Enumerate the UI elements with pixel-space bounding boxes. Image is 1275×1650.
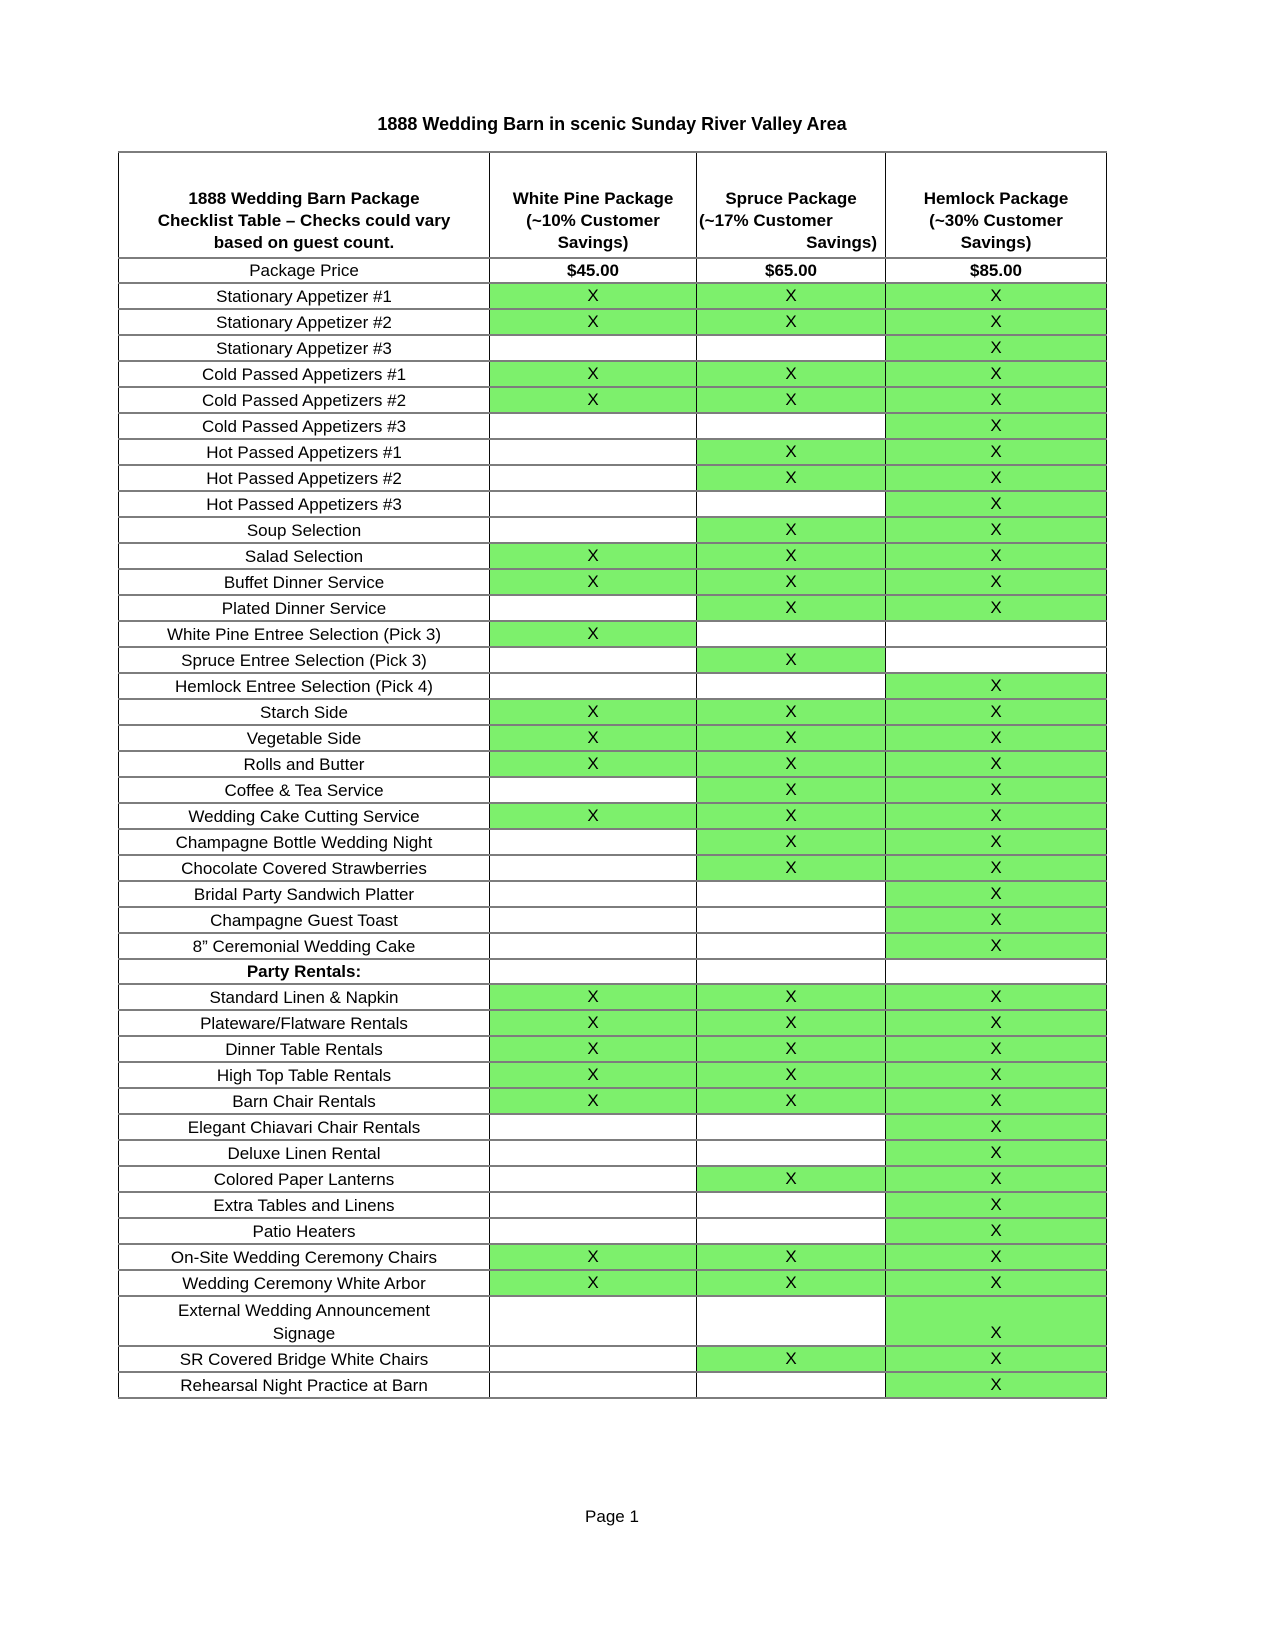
table-row [119,595,1107,621]
check-cell: X [697,1010,886,1036]
header-line: Spruce Package [725,189,857,208]
table-row [119,439,1107,465]
check-cell: X [490,984,697,1010]
table-row [119,387,1107,413]
table-row [119,1140,1107,1166]
table-row [119,1218,1107,1244]
header-line: 1888 Wedding Barn Package [188,189,420,208]
check-cell: X [886,1244,1107,1270]
row-label: Patio Heaters [119,1218,490,1244]
check-cell: X [886,1166,1107,1192]
table-row [119,1346,1107,1372]
check-cell: X [697,465,886,491]
check-cell: X [886,361,1107,387]
row-label: Colored Paper Lanterns [119,1166,490,1192]
check-cell: X [886,517,1107,543]
check-cell: X [697,1270,886,1296]
row-label: Stationary Appetizer #3 [119,335,490,361]
row-label: Deluxe Linen Rental [119,1140,490,1166]
empty-cell [490,1372,697,1398]
check-cell: X [886,465,1107,491]
check-cell: X [490,1010,697,1036]
header-checklist-column [119,152,490,258]
header-line: White Pine Package [512,189,674,208]
check-cell: X [886,803,1107,829]
check-cell: X [697,1166,886,1192]
table-row [119,361,1107,387]
check-cell: X [886,881,1107,907]
check-cell: X [490,569,697,595]
empty-cell [490,647,697,673]
empty-cell [490,1166,697,1192]
empty-cell [697,1140,886,1166]
row-label: Wedding Ceremony White Arbor [119,1270,490,1296]
empty-cell [490,1218,697,1244]
check-cell: X [886,439,1107,465]
row-label: Cold Passed Appetizers #2 [119,387,490,413]
empty-cell [490,855,697,881]
table-row [119,1166,1107,1192]
check-cell: X [886,777,1107,803]
check-cell: X [490,621,697,647]
row-label: Hemlock Entree Selection (Pick 4) [119,673,490,699]
header-line: Hemlock Package [923,189,1069,208]
check-cell: X [886,1372,1107,1398]
row-label: Soup Selection [119,517,490,543]
row-label: Hot Passed Appetizers #1 [119,439,490,465]
empty-cell [697,1114,886,1140]
table-row [119,881,1107,907]
header-line: (~10% Customer [526,211,660,230]
check-cell: X [697,361,886,387]
table-row [119,933,1107,959]
row-label: Plated Dinner Service [119,595,490,621]
check-cell: X [697,855,886,881]
check-cell: X [697,829,886,855]
table-row [119,465,1107,491]
check-cell: X [697,984,886,1010]
header-line: (~17% Customer [699,211,833,230]
table-row [119,1062,1107,1088]
table-row [119,1088,1107,1114]
check-cell: X [490,699,697,725]
row-label: Party Rentals: [119,959,490,984]
table-row [119,1114,1107,1140]
check-cell: X [886,829,1107,855]
check-cell: X [886,907,1107,933]
check-cell: X [886,984,1107,1010]
check-cell: X [886,699,1107,725]
check-cell: X [886,751,1107,777]
check-cell: X [886,1010,1107,1036]
check-cell: X [490,309,697,335]
row-label: Starch Side [119,699,490,725]
price-cell: $65.00 [697,258,886,283]
table-row [119,673,1107,699]
check-cell: X [697,1088,886,1114]
document-content [118,0,1106,1399]
row-label: Hot Passed Appetizers #2 [119,465,490,491]
header-line: (~30% Customer [929,211,1063,230]
check-cell: X [697,387,886,413]
check-cell: X [886,1346,1107,1372]
empty-cell [697,673,886,699]
page-number: Page 1 [585,1507,639,1526]
empty-cell [886,959,1107,984]
check-cell: X [886,1088,1107,1114]
empty-cell [490,1192,697,1218]
table-row [119,751,1107,777]
row-label: Barn Chair Rentals [119,1088,490,1114]
table-row [119,803,1107,829]
table-row [119,1244,1107,1270]
empty-cell [490,1296,697,1346]
header-spruce-package [697,152,886,258]
table-row [119,309,1107,335]
row-label: Stationary Appetizer #1 [119,283,490,309]
check-cell: X [886,1296,1107,1346]
price-cell: $85.00 [886,258,1107,283]
table-row [119,283,1107,309]
empty-cell [490,933,697,959]
empty-cell [697,907,886,933]
row-label: Standard Linen & Napkin [119,984,490,1010]
header-line: Savings) [806,233,877,252]
check-cell: X [490,543,697,569]
empty-cell [490,959,697,984]
check-cell: X [697,569,886,595]
empty-cell [490,881,697,907]
check-cell: X [697,725,886,751]
check-cell: X [886,413,1107,439]
table-row [119,517,1107,543]
empty-cell [490,1346,697,1372]
empty-cell [490,1114,697,1140]
row-label: Extra Tables and Linens [119,1192,490,1218]
table-row [119,491,1107,517]
check-cell: X [886,1140,1107,1166]
table-row [119,959,1107,984]
check-cell: X [886,283,1107,309]
row-label: SR Covered Bridge White Chairs [119,1346,490,1372]
check-cell: X [886,673,1107,699]
check-cell: X [886,1218,1107,1244]
price-cell: $45.00 [490,258,697,283]
table-row [119,829,1107,855]
row-label: Buffet Dinner Service [119,569,490,595]
check-cell: X [490,1244,697,1270]
row-label: Champagne Guest Toast [119,907,490,933]
row-label: Chocolate Covered Strawberries [119,855,490,881]
header-row [119,152,1107,258]
check-cell: X [886,1114,1107,1140]
empty-cell [490,465,697,491]
check-cell: X [886,1192,1107,1218]
check-cell: X [490,283,697,309]
check-cell: X [886,491,1107,517]
empty-cell [697,621,886,647]
check-cell: X [886,309,1107,335]
empty-cell [490,907,697,933]
table-row [119,984,1107,1010]
check-cell: X [886,1062,1107,1088]
check-cell: X [886,725,1107,751]
empty-cell [697,1296,886,1346]
row-label: Vegetable Side [119,725,490,751]
empty-cell [886,621,1107,647]
table-row [119,413,1107,439]
row-label: Plateware/Flatware Rentals [119,1010,490,1036]
header-line: Savings) [557,233,629,252]
check-cell: X [490,387,697,413]
table-row [119,543,1107,569]
check-cell: X [697,647,886,673]
empty-cell [697,335,886,361]
row-label: Hot Passed Appetizers #3 [119,491,490,517]
row-label: Package Price [119,258,490,283]
empty-cell [490,335,697,361]
table-row [119,335,1107,361]
check-cell: X [886,543,1107,569]
row-label: External Wedding Announcement Signage [119,1296,490,1346]
check-cell: X [886,855,1107,881]
row-label: White Pine Entree Selection (Pick 3) [119,621,490,647]
header-white-pine-package [490,152,697,258]
row-label: Rehearsal Night Practice at Barn [119,1372,490,1398]
check-cell: X [697,1346,886,1372]
check-cell: X [886,595,1107,621]
check-cell: X [697,439,886,465]
table-row [119,621,1107,647]
row-label: Cold Passed Appetizers #1 [119,361,490,387]
check-cell: X [490,1036,697,1062]
check-cell: X [697,595,886,621]
check-cell: X [886,387,1107,413]
check-cell: X [886,569,1107,595]
check-cell: X [697,751,886,777]
table-row [119,1010,1107,1036]
empty-cell [490,595,697,621]
table-row [119,777,1107,803]
check-cell: X [697,803,886,829]
table-row [119,1372,1107,1398]
row-label: Elegant Chiavari Chair Rentals [119,1114,490,1140]
check-cell: X [490,361,697,387]
check-cell: X [697,777,886,803]
row-label: Rolls and Butter [119,751,490,777]
empty-cell [697,933,886,959]
check-cell: X [490,1270,697,1296]
check-cell: X [490,751,697,777]
header-line: Checklist Table – Checks could vary [157,211,451,230]
check-cell: X [697,309,886,335]
package-price-row [119,258,1107,283]
row-label: Coffee & Tea Service [119,777,490,803]
table-row [119,1192,1107,1218]
check-cell: X [490,1062,697,1088]
empty-cell [697,491,886,517]
empty-cell [490,1140,697,1166]
package-checklist-table [118,151,1107,1399]
row-label: Bridal Party Sandwich Platter [119,881,490,907]
empty-cell [886,647,1107,673]
check-cell: X [697,1062,886,1088]
row-label: 8” Ceremonial Wedding Cake [119,933,490,959]
check-cell: X [697,699,886,725]
header-line: based on guest count. [213,233,395,252]
check-cell: X [697,543,886,569]
table-row [119,699,1107,725]
page-title: 1888 Wedding Barn in scenic Sunday River Valley Area [377,114,847,134]
row-label: Salad Selection [119,543,490,569]
empty-cell [490,517,697,543]
check-cell: X [697,517,886,543]
row-label: On-Site Wedding Ceremony Chairs [119,1244,490,1270]
table-row [119,855,1107,881]
table-row [119,725,1107,751]
check-cell: X [490,1088,697,1114]
check-cell: X [886,335,1107,361]
table-row [119,1270,1107,1296]
row-label: Champagne Bottle Wedding Night [119,829,490,855]
header-hemlock-package [886,152,1107,258]
check-cell: X [697,1244,886,1270]
empty-cell [697,881,886,907]
empty-cell [490,829,697,855]
row-label: Wedding Cake Cutting Service [119,803,490,829]
row-label: Dinner Table Rentals [119,1036,490,1062]
check-cell: X [886,1036,1107,1062]
empty-cell [490,413,697,439]
empty-cell [490,673,697,699]
table-row [119,1296,1107,1346]
check-cell: X [886,933,1107,959]
empty-cell [697,1192,886,1218]
header-line: Savings) [960,233,1032,252]
empty-cell [490,439,697,465]
empty-cell [697,413,886,439]
check-cell: X [886,1270,1107,1296]
check-cell: X [490,803,697,829]
row-label: Spruce Entree Selection (Pick 3) [119,647,490,673]
table-row [119,569,1107,595]
empty-cell [490,777,697,803]
check-cell: X [490,725,697,751]
table-row [119,907,1107,933]
empty-cell [697,1372,886,1398]
row-label: Stationary Appetizer #2 [119,309,490,335]
table-row [119,647,1107,673]
check-cell: X [697,1036,886,1062]
row-label: Cold Passed Appetizers #3 [119,413,490,439]
table-row [119,1036,1107,1062]
empty-cell [697,1218,886,1244]
empty-cell [697,959,886,984]
row-label: High Top Table Rentals [119,1062,490,1088]
empty-cell [490,491,697,517]
check-cell: X [697,283,886,309]
